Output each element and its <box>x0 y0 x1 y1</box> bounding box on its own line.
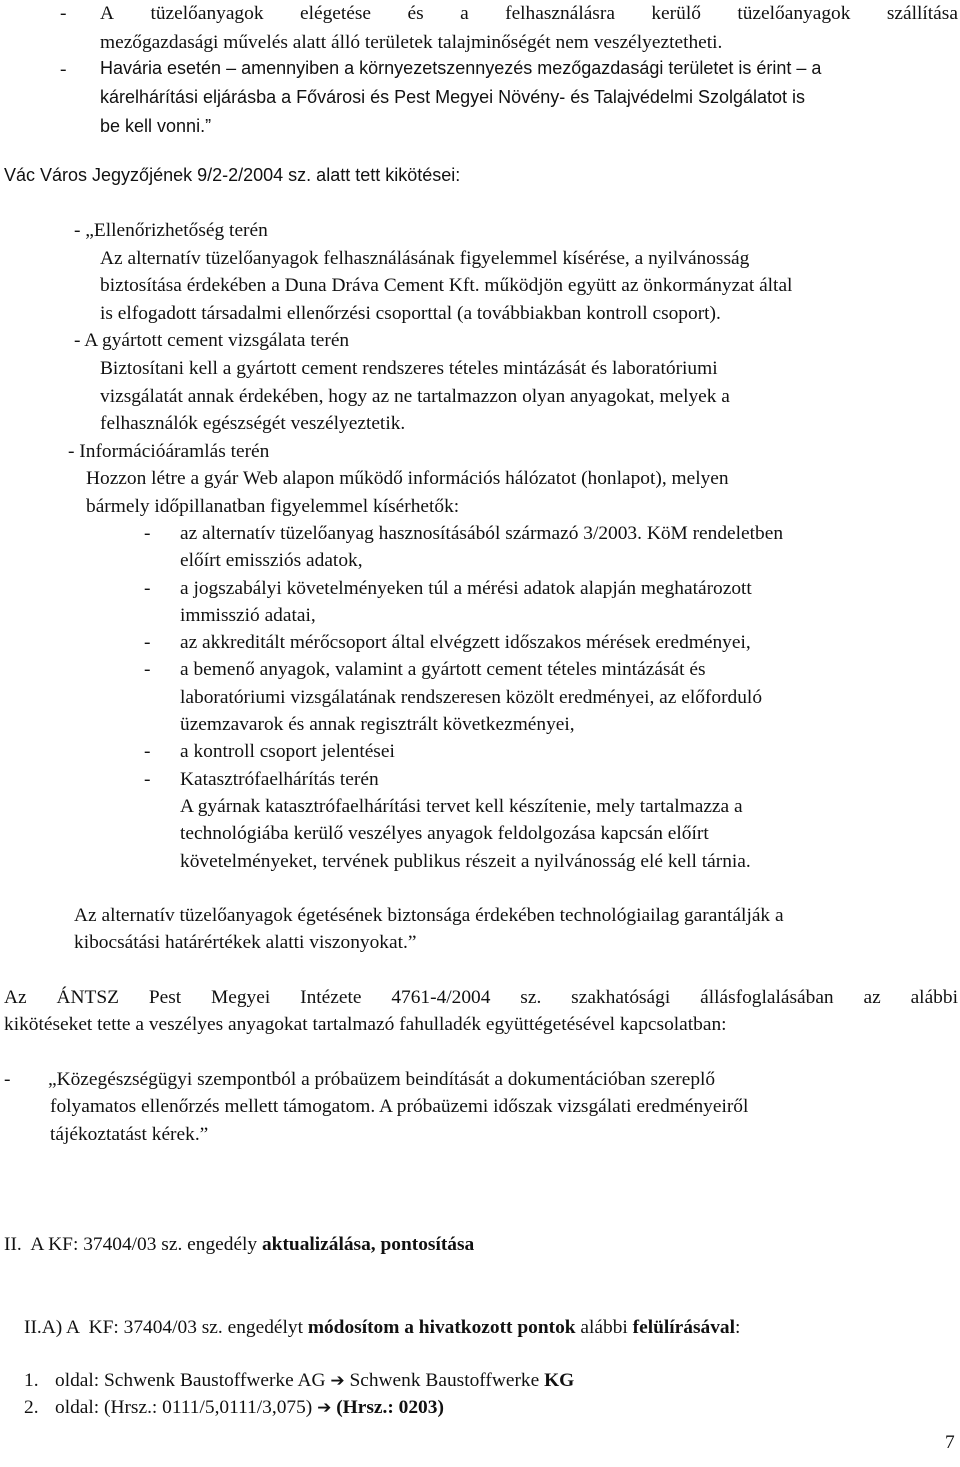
bullet-text-line <box>100 3 958 25</box>
subsection-title: - A gyártott cement vizsgálata terén <box>74 330 350 351</box>
paragraph-line: bármely időpillanatban figyelemmel kísérhetők: <box>86 496 460 517</box>
word: tüzelőanyagok <box>150 3 264 24</box>
list-item-line: immisszió adatai, <box>180 605 316 626</box>
paragraph-line: Hozzon létre a gyár Web alapon működő információs hálózatot (honlapot), melyen <box>86 468 729 489</box>
word: Az <box>4 987 27 1008</box>
word: ÁNTSZ <box>56 987 119 1008</box>
word: felhasználásra <box>505 3 615 24</box>
subsection-title: - „Ellenőrizhetőség terén <box>74 220 268 241</box>
paragraph-line: is elfogadott társadalmi ellenőrzési csoporttal (a továbbiakban kontroll csoport). <box>100 303 721 324</box>
paragraph-line: kibocsátási határértékek alatti viszonyokat.” <box>74 932 417 953</box>
section-iia-heading: II.A) A KF: 37404/03 sz. engedélyt módosítom a hivatkozott pontok alábbi felülírásával: <box>24 1317 741 1338</box>
list-item-line: követelményeket, tervének publikus részeit a nyilvánosság elé kell tárnia. <box>180 851 751 872</box>
paragraph-line <box>4 987 958 1009</box>
list-item-line: laboratóriumi vizsgálatának rendszeresen közölt eredményei, az előforduló <box>180 687 763 708</box>
word: sz. <box>520 987 542 1008</box>
subsection-title: - Információáramlás terén <box>68 441 270 462</box>
list-item-dash: - <box>144 769 151 790</box>
bullet-text-line: mezőgazdasági művelés alatt álló területek talajminőségét nem veszélyeztetheti. <box>100 32 723 53</box>
change-item: 2. oldal: (Hrsz.: 0111/5,0111/3,075) ➔ (Hrsz.: 0203) <box>24 1397 444 1418</box>
section-heading: Vác Város Jegyzőjének 9/2-2/2004 sz. alatt tett kikötései: <box>4 165 461 185</box>
bullet-dash: - <box>60 3 67 24</box>
list-item-line: üzemzavarok és annak regisztrált következményei, <box>180 714 575 735</box>
paragraph-line: Az alternatív tüzelőanyagok égetésének biztonsága érdekében technológiailag garantálják a <box>74 905 784 926</box>
bullet-text-line: kárelhárítási eljárásba a Fővárosi és Pest Megyei Növény- és Talajvédelmi Szolgálatot is <box>100 87 805 107</box>
word: és <box>407 3 424 24</box>
list-item-line: a kontroll csoport jelentései <box>180 741 395 762</box>
word: A <box>100 3 115 24</box>
paragraph-line: felhasználók egészségét veszélyeztetik. <box>100 413 406 434</box>
list-item-dash: - <box>144 659 151 680</box>
word: állásfoglalásában <box>700 987 834 1008</box>
list-item-line: a jogszabályi követelményeken túl a mérési adatok alapján meghatározott <box>180 578 752 599</box>
word: az <box>863 987 881 1008</box>
paragraph-line: Biztosítani kell a gyártott cement rendszeres tételes mintázását és laboratóriumi <box>100 358 718 379</box>
bullet-text-line: be kell vonni.” <box>100 116 212 136</box>
word: kerülő <box>651 3 701 24</box>
page-number: 7 <box>945 1432 955 1453</box>
word: alábbi <box>910 987 958 1008</box>
list-item-dash: - <box>144 632 151 653</box>
section-ii-heading: II. A KF: 37404/03 sz. engedély aktualizálása, pontosítása <box>4 1234 475 1255</box>
list-item-line: Katasztrófaelhárítás terén <box>180 769 379 790</box>
list-item-dash: - <box>144 578 151 599</box>
list-item-dash: - <box>144 741 151 762</box>
word: Intézete <box>300 987 362 1008</box>
list-item-line: az alternatív tüzelőanyag hasznosításából származó 3/2003. KöM rendeletben <box>180 523 784 544</box>
quote-dash: - <box>4 1069 11 1090</box>
paragraph-line: kikötéseket tette a veszélyes anyagokat tartalmazó fahulladék együttégetésével kapcsolatban: <box>4 1014 727 1035</box>
paragraph-line: Az alternatív tüzelőanyagok felhasználásának figyelemmel kísérése, a nyilvánosság <box>100 248 750 269</box>
quote-line: folyamatos ellenőrzés mellett támogatom. A próbaüzemi időszak vizsgálati eredményeiről <box>50 1096 749 1117</box>
list-item-line: a bemenő anyagok, valamint a gyártott cement tételes mintázását és <box>180 659 706 680</box>
list-item-line: előírt emissziós adatok, <box>180 550 363 571</box>
arrow-right-icon: ➔ <box>317 1398 332 1418</box>
list-item-line: A gyárnak katasztrófaelhárítási tervet kell készítenie, mely tartalmazza a <box>180 796 743 817</box>
list-item-dash: - <box>144 523 151 544</box>
bullet-text-line: Havária esetén – amennyiben a környezetszennyezés mezőgazdasági területet is érint – a <box>100 58 822 78</box>
word: Megyei <box>211 987 271 1008</box>
paragraph-line: vizsgálatát annak érdekében, hogy az ne tartalmazzon olyan anyagokat, melyek a <box>100 386 730 407</box>
word: elégetése <box>299 3 372 24</box>
list-item-line: az akkreditált mérőcsoport által elvégzett időszakos mérések eredményei, <box>180 632 751 653</box>
word: a <box>460 3 469 24</box>
change-item: 1. oldal: Schwenk Baustoffwerke AG ➔ Schwenk Baustoffwerke KG <box>24 1370 575 1391</box>
word: 4761-4/2004 <box>391 987 491 1008</box>
word: tüzelőanyagok <box>737 3 851 24</box>
arrow-right-icon: ➔ <box>330 1371 345 1391</box>
paragraph-line: biztosítása érdekében a Duna Dráva Cement Kft. működjön együtt az önkormányzat által <box>100 275 793 296</box>
bullet-dash: - <box>60 59 67 80</box>
quote-line: „Közegészségügyi szempontból a próbaüzem beindítását a dokumentációban szereplő <box>48 1069 716 1090</box>
word: szállítása <box>886 3 958 24</box>
quote-line: tájékoztatást kérek.” <box>50 1124 209 1145</box>
list-item-line: technológiába kerülő veszélyes anyagok feldolgozása kapcsán előírt <box>180 823 709 844</box>
word: Pest <box>148 987 182 1008</box>
word: szakhatósági <box>571 987 671 1008</box>
